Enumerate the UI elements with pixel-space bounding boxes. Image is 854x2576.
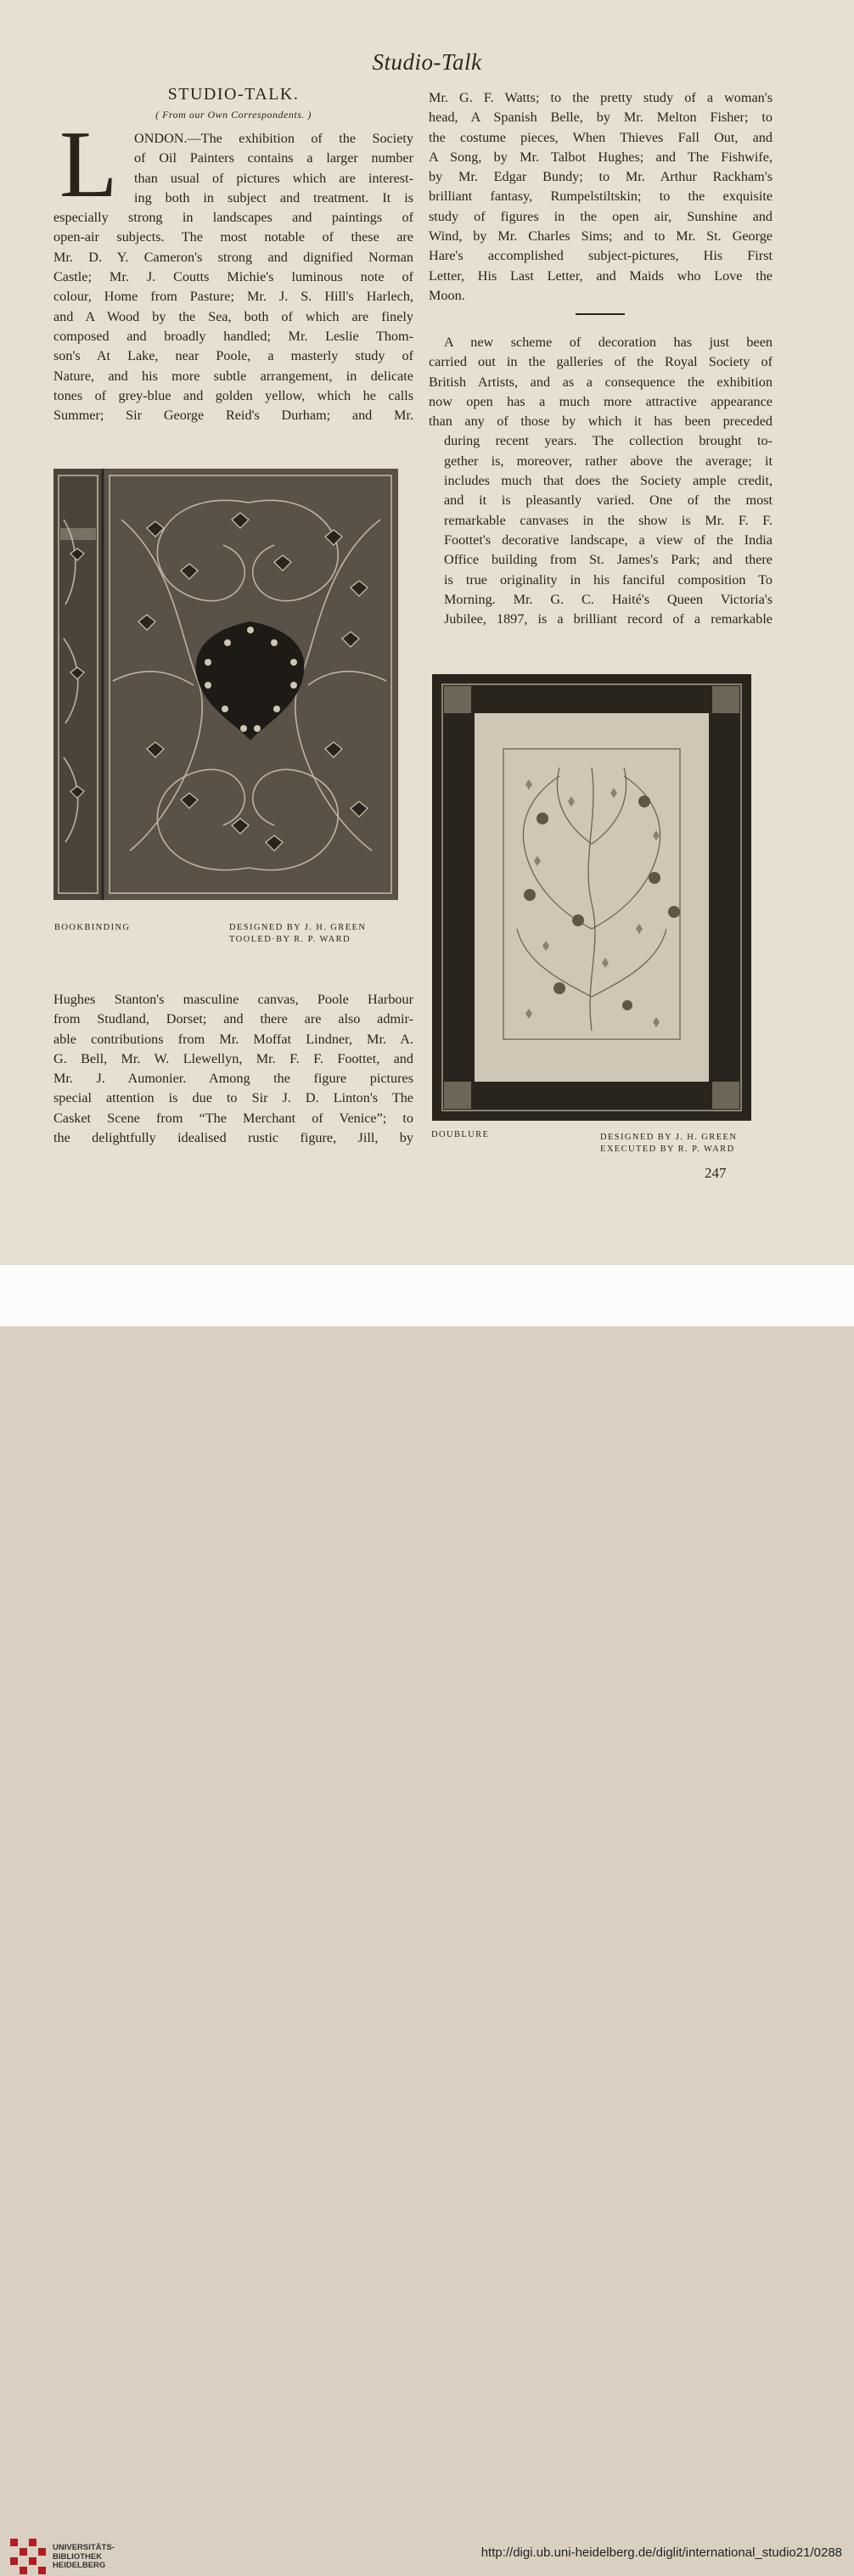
text-line: Foottet's decorative landscape, a view of the India	[444, 532, 773, 548]
library-name-line: UNIVERSITÄTS-	[53, 2543, 115, 2552]
text-line: carried out in the galleries of the Royal Society of	[429, 354, 773, 370]
text-line: able contributions from Mr. Moffat Lindner, Mr. A.	[53, 1031, 413, 1047]
figure1-tooler: TOOLED·BY R. P. WARD	[229, 935, 351, 944]
right-paragraph-2	[429, 333, 773, 629]
library-name-line: BIBLIOTHEK	[53, 2551, 103, 2562]
text-line: Castle; Mr. J. Coutts Michie's luminous note of	[53, 269, 413, 285]
figure1-caption-credit	[229, 922, 366, 946]
text-line: ing both in subject and treatment. It is	[134, 189, 413, 205]
text-line: Hare's accomplished subject-pictures, His First	[429, 248, 773, 264]
section-divider	[576, 313, 625, 315]
library-logo-icon	[10, 2539, 48, 2576]
text-line: composed and broadly handled; Mr. Leslie Thom-	[53, 328, 413, 344]
text-line: Wind, by Mr. Charles Sims; and to Mr. St. George	[429, 228, 773, 245]
text-line: Casket Scene from “The Merchant of Venice”; to	[53, 1110, 413, 1126]
text-line: Hughes Stanton's masculine canvas, Poole Harbour	[53, 992, 413, 1007]
section-title: STUDIO-TALK.	[167, 85, 300, 104]
text-line: gether is, moreover, rather above the average; it	[444, 453, 773, 469]
figure2-caption-credit	[600, 1132, 737, 1156]
text-line: son's At Lake, near Poole, a masterly study of	[53, 348, 413, 364]
text-line: study of figures in the open air, Sunshine and	[429, 208, 773, 224]
text-line: especially strong in landscapes and paintings of	[53, 210, 413, 226]
doublure-photo	[432, 674, 751, 1121]
text-line: Summer; Sir George Reid's Durham; and Mr.	[53, 408, 413, 424]
left-paragraph-2	[53, 990, 413, 1148]
text-line: Mr. J. Aumonier. Among the figure pictures	[53, 1071, 413, 1087]
text-line: than any of those by which it has been preceded	[429, 413, 773, 430]
text-line: G. Bell, Mr. W. Llewellyn, Mr. F. F. Foottet, and	[53, 1050, 413, 1066]
text-line: and it is pleasantly varied. One of the most	[444, 492, 773, 509]
scanned-page	[0, 0, 854, 1265]
figure2-designer: DESIGNED BY J. H. GREEN	[600, 1133, 738, 1142]
text-line: Mr. D. Y. Cameron's strong and dignified Norman	[53, 249, 413, 265]
text-line: brilliant fantasy, Rumpelstiltskin; to the exquisite	[429, 188, 773, 205]
running-head: Studio-Talk	[372, 49, 482, 75]
text-line: head, A Spanish Belle, by Mr. Melton Fisher; to	[429, 110, 773, 126]
page-number: 247	[705, 1165, 727, 1181]
section-subtitle: ( From our Own Correspondents. )	[155, 109, 312, 121]
right-paragraph-1	[429, 88, 773, 306]
text-line: and A Wood by the Sea, both of which are finely	[53, 308, 413, 324]
drop-cap: L	[59, 112, 118, 217]
figure1-caption-title: BOOKBINDING	[54, 923, 131, 932]
library-name-line: HEIDELBERG	[53, 2561, 106, 2570]
text-line: now open has a much more attractive appearance	[429, 393, 773, 409]
text-line: Mr. G. F. Watts; to the pretty study of a woman's	[429, 90, 773, 105]
text-line: A Song, by Mr. Talbot Hughes; and The Fishwife,	[429, 149, 773, 165]
text-line: Letter, His Last Letter, and Maids who Love the	[429, 267, 773, 284]
text-line: Nature, and his more subtle arrangement, in delicate	[53, 368, 413, 384]
text-line: Moon.	[429, 287, 465, 303]
text-line: the delightfully idealised rustic figure, Jill, by	[53, 1130, 413, 1146]
text-line: British Artists, and as a consequence the exhibition	[429, 374, 773, 390]
text-line: Morning. Mr. G. C. Haité's Queen Victoria's	[444, 591, 773, 607]
text-line: open-air subjects. The most notable of these are	[53, 229, 413, 245]
library-name	[53, 2544, 115, 2571]
text-line: remarkable canvases in the show is Mr. F. F.	[444, 512, 773, 528]
text-line: the costume pieces, When Thieves Fall Out, and	[429, 129, 773, 145]
text-line: of Oil Painters contains a larger number	[134, 150, 413, 166]
figure2-caption-title: DOUBLURE	[431, 1130, 490, 1139]
text-line: Jubilee, 1897, is a brilliant record of a remarkable	[444, 611, 773, 627]
text-line: is true originality in his fanciful composition To	[444, 571, 773, 588]
permalink-url[interactable]: http://digi.ub.uni-heidelberg.de/diglit/international_studio21/0288	[480, 2545, 842, 2560]
text-line: A new scheme of decoration has just been	[444, 335, 773, 350]
text-line: tones of grey-blue and golden yellow, which he calls	[53, 387, 413, 403]
text-line: includes much that does the Society ample credit,	[444, 473, 773, 489]
left-paragraph-1	[53, 129, 413, 425]
text-line: during recent years. The collection brought to-	[444, 433, 773, 449]
text-line: Office building from St. James's Park; and there	[444, 552, 773, 568]
text-line: special attention is due to Sir J. D. Linton's The	[53, 1090, 413, 1106]
viewer-footer	[0, 1265, 854, 2570]
bookbinding-photo	[53, 469, 398, 900]
text-line: by Mr. Edgar Bundy; to Mr. Arthur Rackham's	[429, 169, 773, 185]
text-line: than usual of pictures which are interest-	[134, 170, 413, 186]
text-line: ONDON.—The exhibition of the Society	[134, 131, 413, 146]
figure2-executor: EXECUTED BY R. P. WARD	[600, 1145, 735, 1154]
figure1-designer: DESIGNED BY J. H. GREEN	[229, 923, 367, 932]
text-line: from Studland, Dorset; and there are also admir-	[53, 1011, 413, 1027]
text-line: colour, Home from Pasture; Mr. J. S. Hill's Harlech,	[53, 289, 413, 305]
